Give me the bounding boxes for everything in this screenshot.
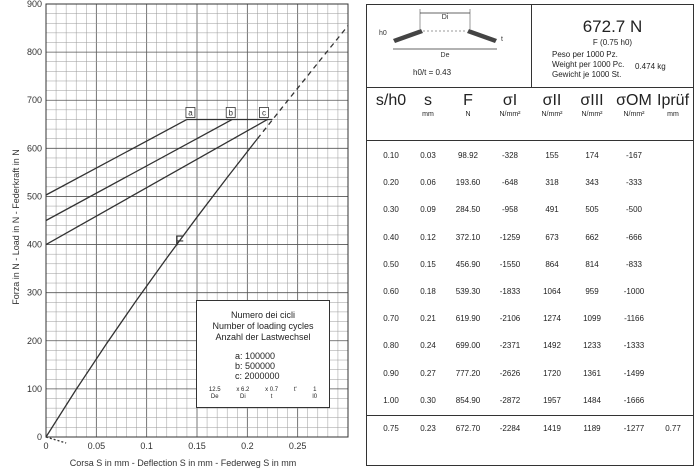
legend-cycle-c: c: 2000000 [235,371,280,381]
header-symbol: F [463,92,473,109]
table-cell: -2626 [499,368,521,378]
legend-dim-di: x 6.2 Di [236,387,250,400]
limit-label-a: a [188,108,193,118]
header-unit: N [465,111,471,118]
header-symbol: σI [502,92,518,109]
table-cell: 456.90 [455,259,481,269]
table-cell: -833 [625,259,642,269]
x-tick-label: 0.15 [188,441,206,451]
table-cell: 0.23 [420,424,436,433]
header-symbol: σIII [580,92,604,109]
table-header [367,87,693,141]
table-cell: 0.09 [420,205,436,215]
table-cell: 0.30 [420,395,436,405]
table-cell: 1.00 [383,395,399,405]
table-cell: 662 [585,232,599,242]
legend-dim-tprime: t' [293,387,297,393]
table-cell: 1419 [543,424,561,433]
y-tick-label: 600 [26,143,42,154]
table-cell: 672.70 [455,424,481,433]
table-cell: 673 [545,232,559,242]
table-cell: 0.15 [420,259,436,269]
table-cell: -1499 [623,368,645,378]
x-tick-label: 0.05 [87,441,106,451]
legend-cycle-a: a: 100000 [235,351,276,361]
header-cell [411,92,445,119]
table-cell: 699.00 [455,341,481,351]
y-tick-label: 800 [26,47,42,58]
table-cell: 193.60 [455,178,481,188]
legend-dim-t: x 0.7 t [265,387,279,400]
diagram-t-label: t [501,36,503,43]
table-cell: 0.12 [420,232,436,242]
y-tick-label: 300 [26,287,42,298]
table-row [367,386,693,416]
legend-title-en: Number of loading cycles [212,321,314,331]
y-tick-label: 900 [26,0,42,9]
table-cell: 539.30 [455,287,481,296]
table-cell: 0.75 [383,424,399,433]
table-cell: -333 [625,178,642,188]
table-cell: 1361 [583,368,601,378]
table-row [367,195,693,225]
y-tick-label: 700 [26,95,42,106]
table-cell: 284.50 [455,205,481,215]
legend-dimensions [201,387,325,401]
table-cell: 1274 [543,314,561,324]
header-symbol: Iprüf [657,92,690,109]
table-row [367,359,693,389]
table-cell: -2106 [499,314,521,324]
table-cell: 505 [585,205,599,215]
table-cell: 0.24 [420,341,436,351]
table-cell: -2371 [499,341,521,351]
header-unit: mm [422,111,434,118]
table-cell: -1277 [623,424,645,433]
weight-label-en: Weight per 1000 Pc. [552,60,625,69]
legend-title-de: Anzahl der Lastwechsel [215,332,311,342]
diagram-h0-label: h0 [379,30,387,37]
x-tick-label: 0 [43,441,49,451]
table-cell: 372.10 [455,232,481,242]
limit-label-c: c [261,108,266,118]
table-cell: -1000 [623,287,645,296]
table-cell: 174 [585,151,599,160]
table-cell: 777.20 [455,368,481,378]
table-cell: 155 [545,151,559,160]
table-row [367,168,693,198]
table-cell: 0.18 [420,287,436,296]
table-row [367,250,693,280]
table-cell: 0.50 [383,259,399,269]
table-cell: 1064 [543,287,561,296]
header-cell [489,92,531,119]
table-cell: 814 [585,259,599,269]
table-cell: 0.21 [420,314,436,324]
table-cell: 0.70 [383,314,399,324]
table-cell: 864 [545,259,559,269]
disc-spring-icon [367,5,531,65]
y-tick-label: 200 [26,335,42,346]
table-cell: 98.92 [457,151,479,160]
table-cell: 1492 [543,341,561,351]
header-cell [657,92,689,119]
table-cell: 0.27 [420,368,436,378]
table-cell: 343 [585,178,599,188]
header-cell [373,92,409,110]
table-cell: 0.40 [383,232,399,242]
legend-dim-l0: 1 l0 [312,387,318,400]
x-axis-title: Corsa S in mm - Deflection S in mm - Federweg S in mm [69,458,297,468]
table-cell: 1099 [583,314,601,324]
y-tick-label: 400 [26,239,42,250]
legend-cycles [235,351,329,381]
table-cell: 0.10 [383,151,399,160]
header-cell [533,92,571,119]
header-symbol: s [424,92,432,109]
header-unit: N/mm² [581,111,603,118]
force-info [532,5,693,87]
x-tick-label: 0.1 [140,441,153,451]
table-cell: -1666 [623,395,645,405]
header-unit: mm [667,111,679,118]
table-row [367,331,693,361]
weight-value: 0.474 kg [635,62,666,71]
weight-label-de: Gewicht je 1000 St. [552,70,622,79]
table-cell: 1957 [543,395,561,405]
legend-title-it: Numero dei cicli [230,310,296,320]
diagram-di-label: Di [441,14,449,21]
table-cell: -167 [625,151,642,160]
spring-diagram [367,5,532,87]
table-cell: 619.90 [455,314,481,324]
table-row [367,141,693,171]
table-cell: 0.90 [383,368,399,378]
diagram-de-label: De [440,52,450,59]
y-tick-label: 100 [26,383,42,394]
table-cell: -666 [625,232,642,242]
table-cell: -1550 [499,259,521,269]
header-cell [573,92,611,119]
limit-label-b: b [228,108,233,118]
series-f-label: F [174,232,185,250]
header-unit: N/mm² [541,111,563,118]
table-cell: 1233 [583,341,601,351]
y-tick-label: 500 [26,191,42,202]
ratio-label: h0/t = 0.43 [413,68,452,77]
table-cell: -1166 [624,314,644,324]
force-subtitle: F (0.75 h0) [592,38,633,47]
table-cell: -2284 [499,424,521,433]
table-row [367,223,693,253]
header-cell [447,92,489,119]
table-cell: -2872 [499,395,521,405]
weight-labels [552,50,624,80]
table-cell: 0.80 [383,341,399,351]
header-symbol: σII [542,92,562,109]
table-cell: -958 [501,205,518,215]
table-row [367,304,693,334]
header-symbol: σOM [616,92,652,109]
legend-box [196,300,330,408]
table-cell: 1484 [583,395,601,405]
table-cell: -1259 [499,232,521,242]
table-cell: 0.03 [420,151,436,160]
table-cell: 0.06 [420,178,436,188]
header-symbol: s/h0 [375,92,407,109]
x-tick-label: 0.25 [288,441,307,451]
y-axis-title: Forza in N - Load in N - Federkraft in N [11,149,21,305]
table-cell: 491 [545,205,559,215]
y-tick-label: 0 [36,432,42,442]
table-cell: -1833 [499,287,521,296]
table-cell: 0.20 [383,178,399,188]
header-cell [613,92,655,119]
table-cell: 1189 [583,424,601,433]
table-cell: 0.30 [383,205,399,215]
header-unit: N/mm² [623,111,645,118]
spec-panel [366,4,694,466]
weight-label-it: Peso per 1000 Pz. [552,50,618,59]
table-cell: -1333 [623,341,645,351]
table-cell: -648 [501,178,518,188]
legend-dim-de: 12.5 De [208,387,221,400]
table-cell: 1720 [543,368,561,378]
series-b-line [46,119,232,220]
header-unit: N/mm² [499,111,521,118]
table-cell: 0.77 [665,424,681,433]
table-final-row [367,415,693,442]
force-value: 672.7 N [582,17,643,36]
table-cell: -328 [501,151,518,160]
legend-cycle-b: b: 500000 [235,361,276,371]
x-tick-label: 0.2 [241,441,254,451]
series-f-start [46,437,66,443]
table-cell: 854.90 [455,395,481,405]
table-cell: -500 [625,205,642,215]
table-cell: 318 [545,178,559,188]
table-row [367,277,693,307]
table-cell: 959 [585,287,599,296]
table-cell: 0.60 [383,287,399,296]
